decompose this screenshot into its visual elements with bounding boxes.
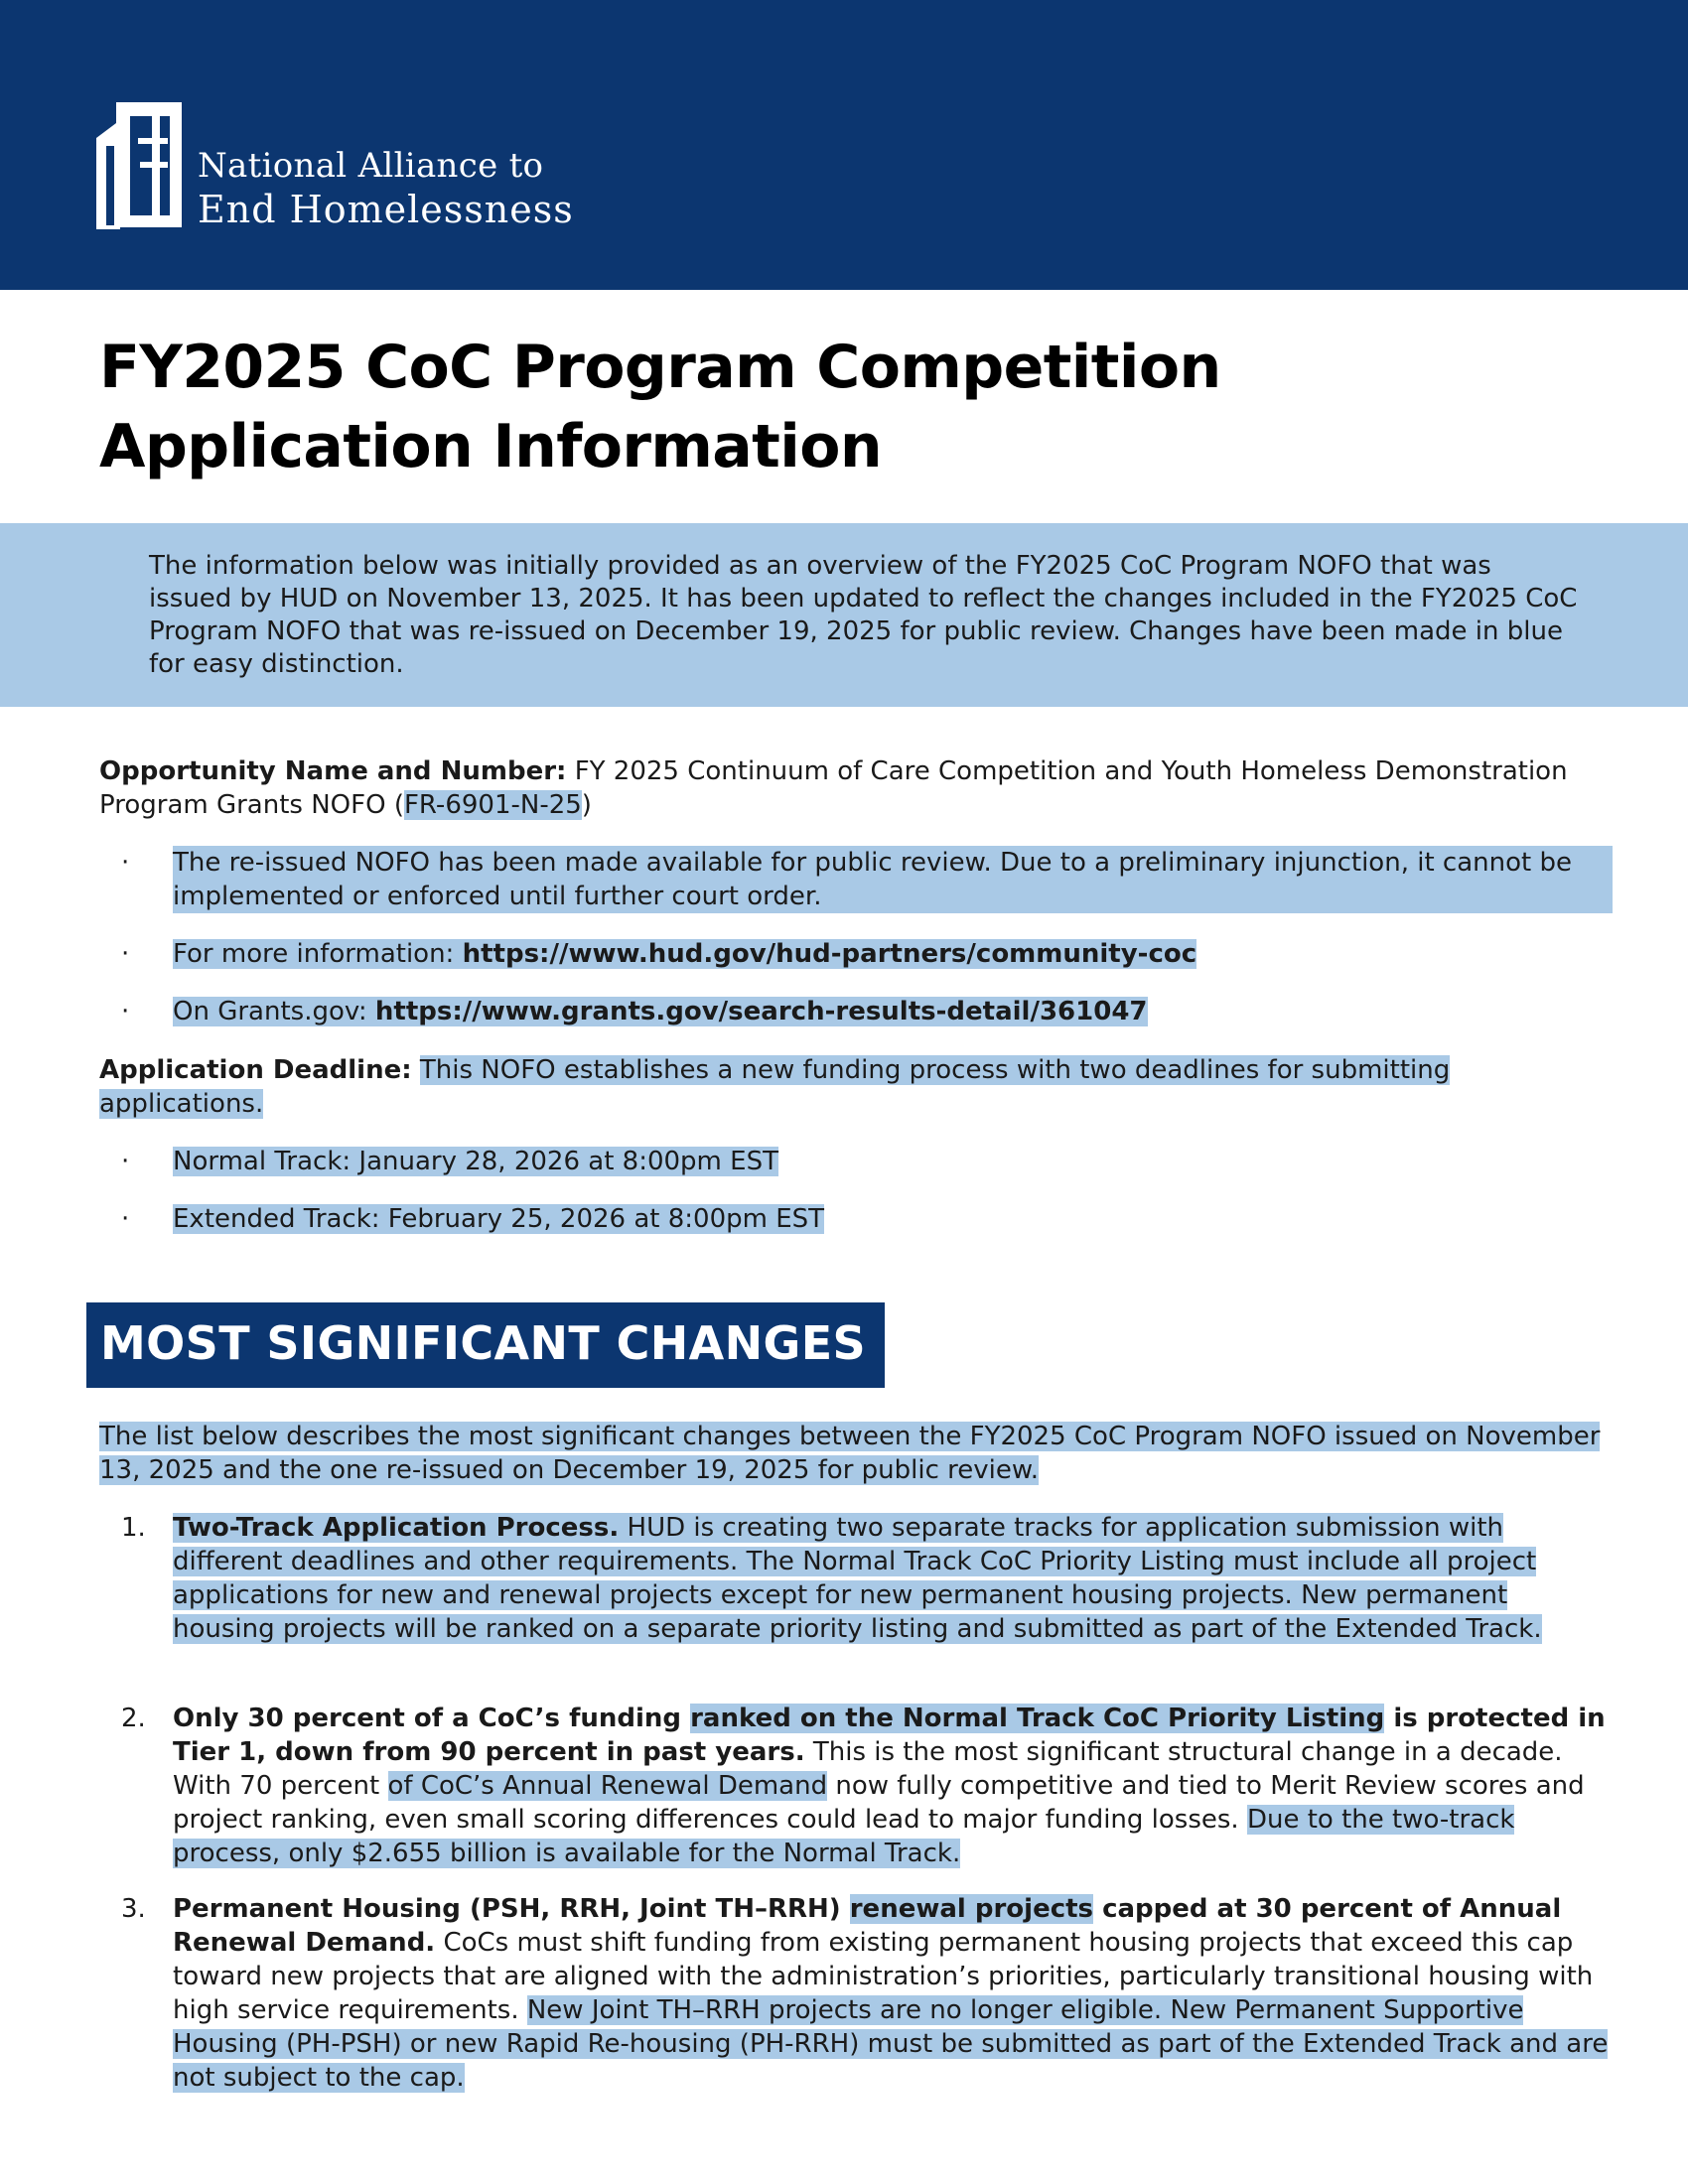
bullet-text: For more information: [173,939,463,969]
list-item: · On Grants.gov: https://www.grants.gov/search-results-detail/361047 [121,997,1148,1026]
deadline-extended-track: Extended Track: February 25, 2026 at 8:00pm EST [173,1204,825,1234]
logo-text-line1: National Alliance to [198,146,544,186]
change-heading-cont: is protected in Tier 1, down from 90 percent in past years. [173,1704,1606,1767]
change-heading-highlight: renewal projects [849,1894,1094,1924]
change-heading-cont: capped at 30 percent of Annual Renewal Demand. [173,1894,1562,1958]
page-title-line2: Application Information [99,412,882,481]
change-heading: Permanent Housing (PSH, RRH, Joint TH–RRH) [173,1894,850,1924]
change-heading-highlight: ranked on the Normal Track CoC Priority Listing [690,1704,1385,1733]
bullet-text: The re-issued NOFO has been made available for public review. Due to a preliminary injunction, it cannot be implemented or enforced until further court order. [173,846,1613,913]
item-number: 3. [121,1894,146,1924]
deadline-text: This NOFO establishes a new funding process with two deadlines for submitting applications. [99,1055,1451,1119]
update-notice-text: The information below was initially provided as an overview of the FY2025 CoC Program NOFO that was issued by HUD on November 13, 2025. It has been updated to reflect the changes included in the FY2025 CoC Program NOFO that was re-issued on December 19, 2025 for public review. Changes have been made in blue for easy distinction. [149,551,1578,679]
change-text-highlight: of CoC’s Annual Renewal Demand [387,1771,828,1801]
change-item-2 [99,1702,1609,1870]
deadline-label: Application Deadline: [99,1055,412,1085]
list-item: · The re-issued NOFO has been made available for public review. Due to a preliminary injunction, it cannot be implemented or enforced until further court order. [99,846,1609,913]
change-heading: Two-Track Application Process. [173,1513,620,1543]
section-heading-box [86,1302,885,1388]
change-text-highlight: New Joint TH–RRH projects are no longer eligible. New Permanent Supportive Housing (PH-PSH) or new Rapid Re-housing (PH-RRH) must be submitted as part of the Extended Track and are not subject to the cap. [173,1995,1609,2093]
opportunity-paragraph [99,754,1609,822]
page-title-line1: FY2025 CoC Program Competition [99,333,1221,402]
change-item-1 [99,1511,1609,1680]
item-number: 1. [121,1513,146,1543]
page-title [99,328,1489,486]
change-text: This is the most significant structural change in a decade. With 70 percent [173,1737,1563,1801]
deadline-normal-track: Normal Track: January 28, 2026 at 8:00pm EST [173,1147,778,1176]
opportunity-label: Opportunity Name and Number: [99,756,567,786]
opportunity-close: ) [581,790,592,820]
change-heading: Only 30 percent of a CoC’s funding [173,1704,691,1733]
change-text-highlight-2: Due to the two-track process, only $2.655 billion is available for the Normal Track. [173,1805,1515,1868]
logo-text-line2: End Homelessness [198,188,574,231]
change-text: HUD is creating two separate tracks for application submission with different deadlines and other requirements. The Normal Track CoC Priority Listing must include all project applications for new and renewal projects except for new permanent housing projects. New permanent housing projects will be ranked on a separate priority listing and submitted as part of the Extended Track. [173,1513,1542,1644]
header-banner [0,0,1688,290]
list-item: · Normal Track: January 28, 2026 at 8:00pm EST [121,1147,778,1176]
opportunity-number: FR-6901-N-25 [403,790,582,820]
organization-logo[interactable] [96,98,652,231]
change-item-3 [99,1892,1609,2095]
grants-gov-link[interactable]: https://www.grants.gov/search-results-detail/361047 [374,997,1148,1026]
list-item: · For more information: https://www.hud.gov/hud-partners/community-coc [121,939,1197,969]
deadline-paragraph [99,1053,1609,1121]
hud-coc-link[interactable]: https://www.hud.gov/hud-partners/community-coc [462,939,1197,969]
bullet-text: On Grants.gov: [173,997,375,1026]
list-item: · Extended Track: February 25, 2026 at 8:00pm EST [121,1204,825,1234]
opportunity-text: FY 2025 Continuum of Care Competition and Youth Homeless Demonstration Program Grants NOFO ( [99,756,1568,820]
change-text: CoCs must shift funding from existing permanent housing projects that exceed this cap toward new projects that are aligned with the administration’s priorities, particularly transitional housing with high service requirements. [173,1928,1594,2025]
change-text-cont: now fully competitive and tied to Merit Review scores and project ranking, even small scoring differences could lead to major funding losses. [173,1771,1585,1835]
section-heading: MOST SIGNIFICANT CHANGES [100,1316,867,1370]
item-number: 2. [121,1704,146,1733]
building-logo-icon [96,98,186,231]
section-intro: The list below describes the most significant changes between the FY2025 CoC Program NOFO issued on November 13, 2025 and the one re-issued on December 19, 2025 for public review. [99,1422,1601,1485]
